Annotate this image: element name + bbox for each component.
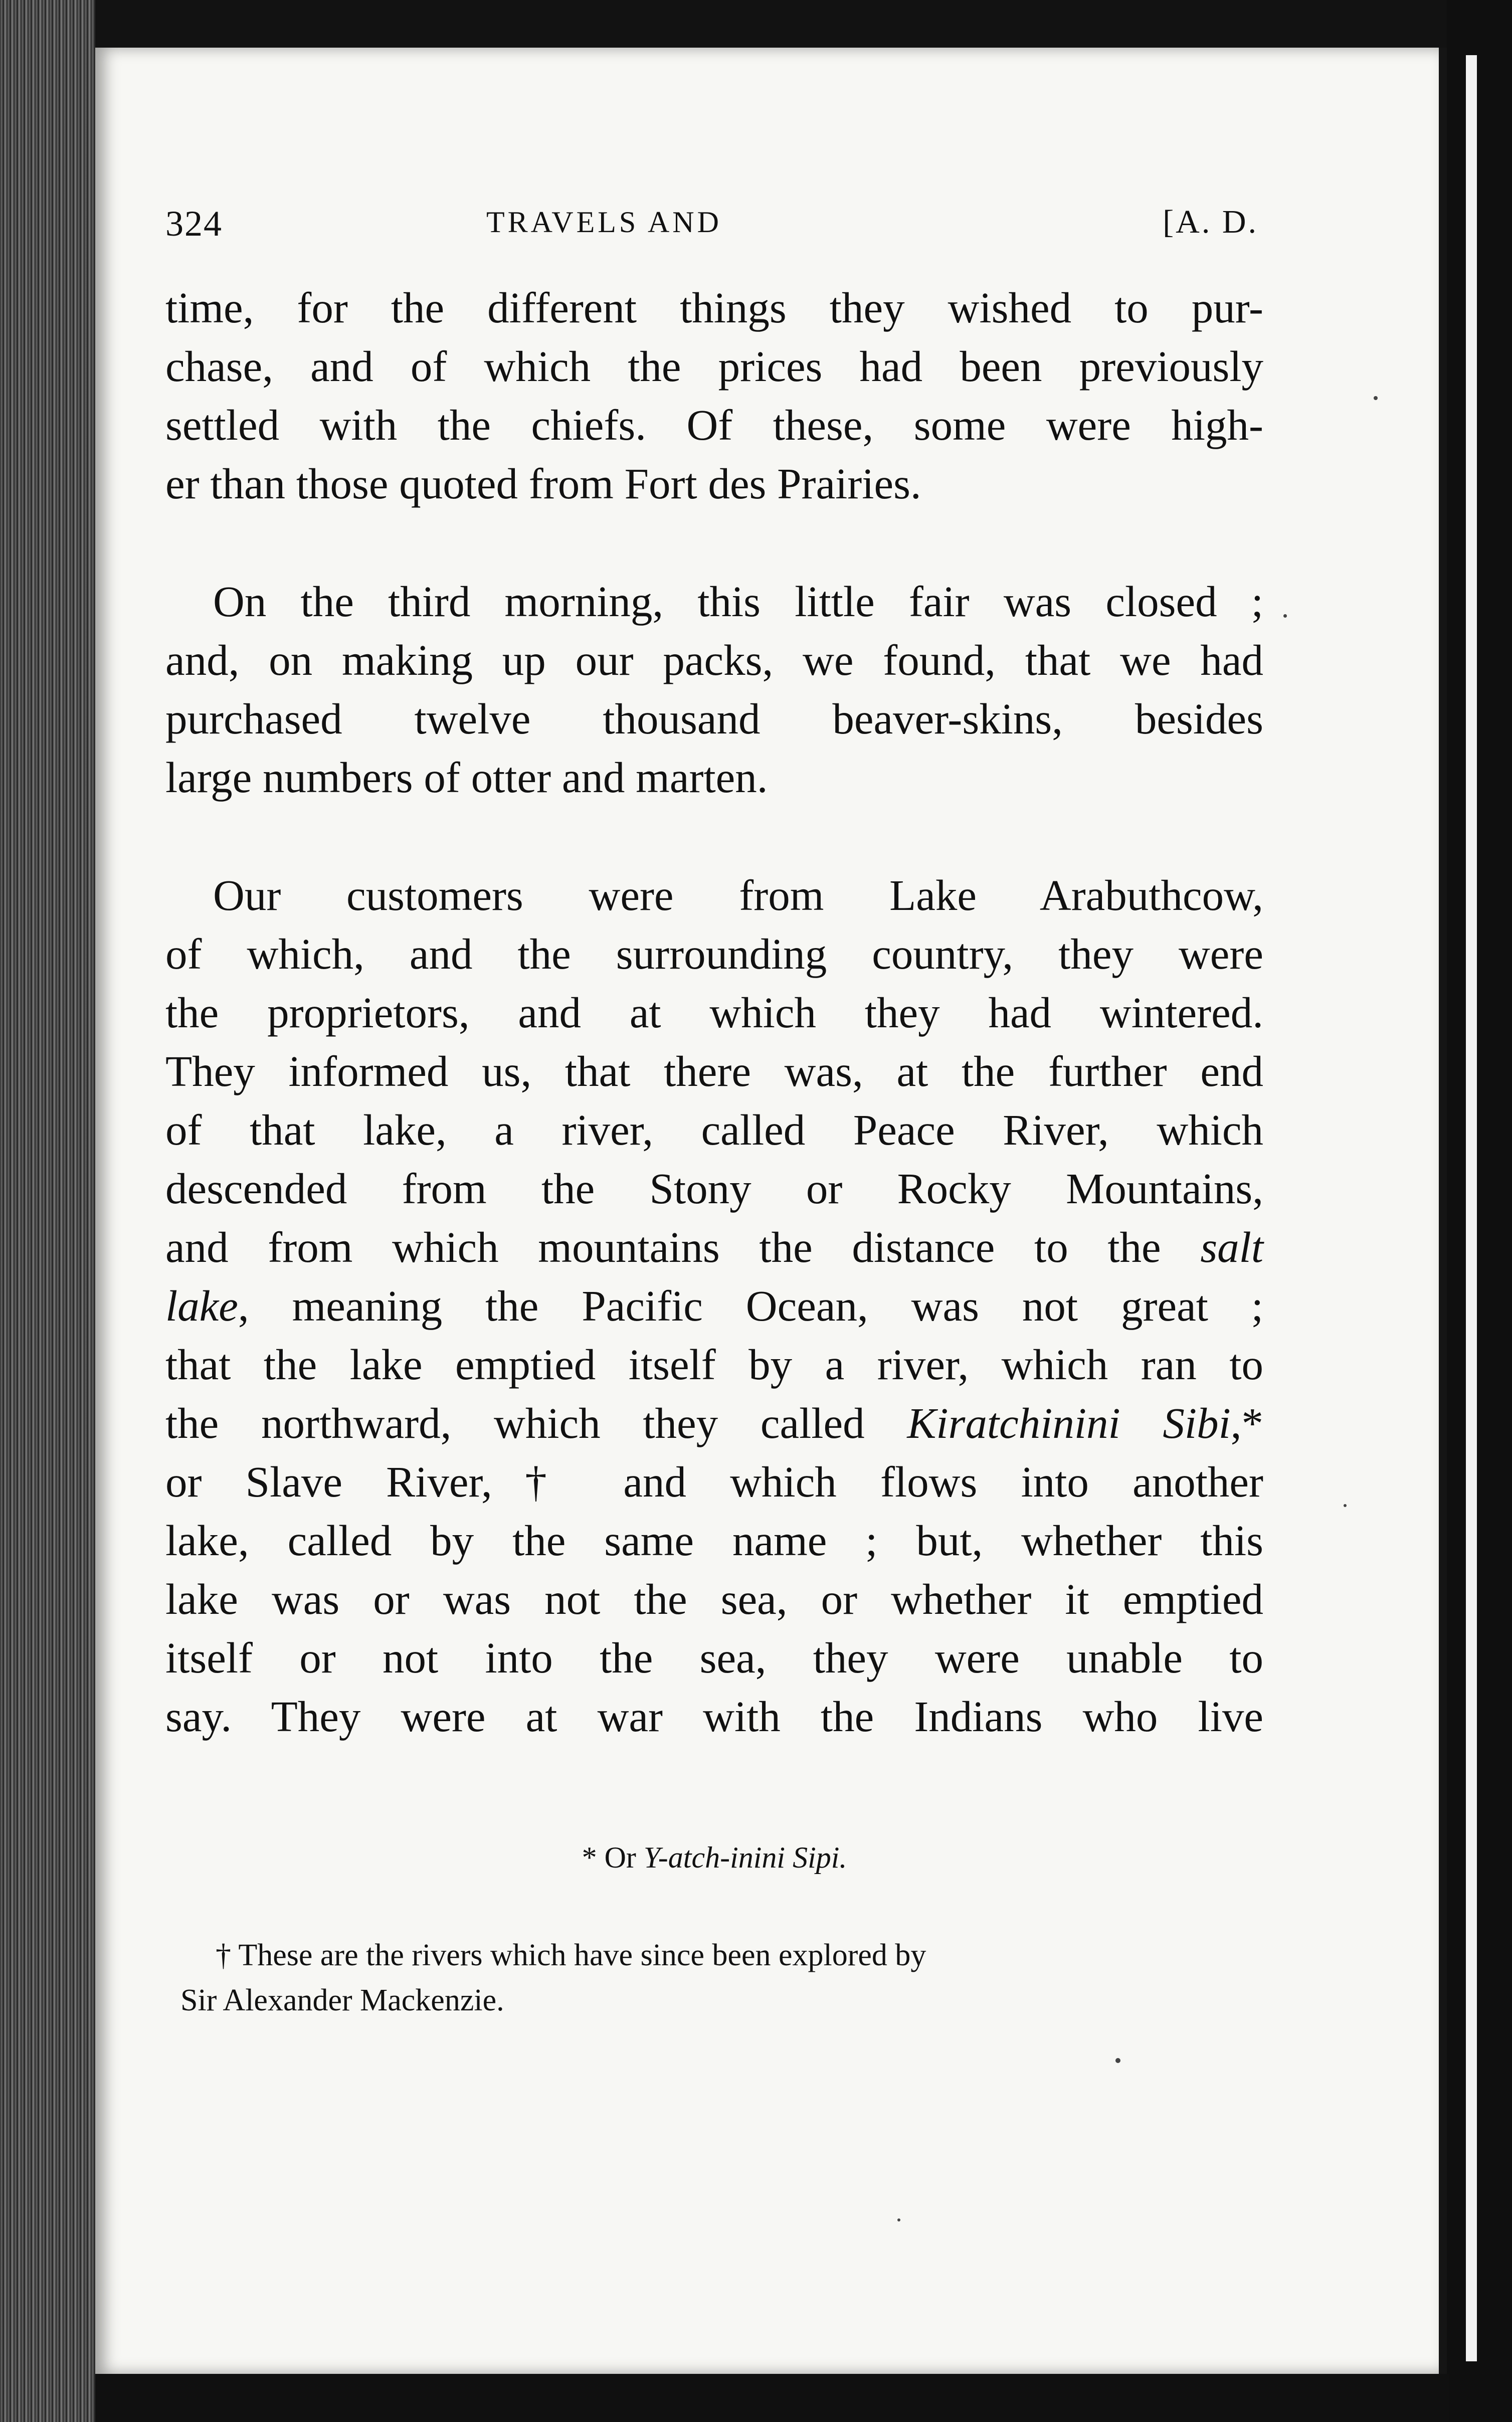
text-line: that the lake emptied itself by a river, which ran to (165, 1340, 1263, 1389)
text-line: chase, and of which the prices had been previously (165, 342, 1263, 391)
text-line: itself or not into the sea, they were unable to (165, 1633, 1263, 1682)
running-date: [A. D. (1163, 204, 1258, 240)
scan-speck (1283, 614, 1287, 618)
text-line: say. They were at war with the Indians who live (165, 1692, 1263, 1741)
footnote-dagger-line: Sir Alexander Mackenzie. (180, 1983, 504, 2017)
text-line: er than those quoted from Fort des Prairies. (165, 459, 921, 508)
scan-right-border (1447, 0, 1512, 2422)
text-line: of that lake, a river, called Peace River, which (165, 1105, 1263, 1154)
running-header (165, 203, 1258, 243)
footnote-dagger-line: † These are the rivers which have since been explored by (216, 1938, 926, 1972)
text-line (165, 1218, 1263, 1276)
paragraph-3 (165, 866, 1263, 1746)
text-line: Our customers were from Lake Arabuthcow, (213, 871, 1263, 919)
text-line (165, 1394, 1263, 1452)
scan-speck (1344, 1504, 1347, 1507)
text-line: of which, and the surrounding country, they were (165, 929, 1263, 978)
text-line: or Slave River,† and which flows into another (165, 1457, 1263, 1506)
scan-bottom-border (95, 2374, 1449, 2422)
running-title: TRAVELS AND (486, 206, 722, 239)
scan-speck (897, 2218, 900, 2221)
page-number: 324 (165, 204, 223, 244)
text-line: time, for the different things they wished to pur- (165, 283, 1263, 332)
text-line: lake was or was not the sea, or whether it emptied (165, 1575, 1263, 1623)
text-line: the proprietors, and at which they had wintered. (165, 988, 1263, 1037)
text-line: settled with the chiefs. Of these, some were high- (165, 401, 1263, 449)
text-segment: the northward, which they called (165, 1399, 865, 1447)
text-line: and, on making up our packs, we found, that we had (165, 636, 1263, 684)
scan-speck (1374, 396, 1378, 400)
book-spine-gutter (0, 0, 95, 2422)
text-line: On the third morning, this little fair was closed ; (213, 577, 1263, 626)
italic-text: salt (1200, 1223, 1264, 1271)
text-segment: and from which mountains the distance to the (165, 1223, 1161, 1271)
footnote-star-italic: Y-atch-inini Sipi. (643, 1841, 847, 1874)
text-line: purchased twelve thousand beaver-skins, besides (165, 694, 1263, 743)
scan-top-border (95, 0, 1449, 48)
next-page-edge (1466, 55, 1477, 2361)
text-line: They informed us, that there was, at the further end (165, 1047, 1263, 1095)
italic-text: lake (165, 1281, 238, 1330)
footnote-star-text: * Or (582, 1841, 636, 1874)
text-segment: , meaning the Pacific Ocean, was not great ; (238, 1281, 1263, 1330)
footnotes (165, 1837, 1263, 2023)
paragraph-1 (165, 278, 1263, 513)
footnote-dagger (165, 1933, 1263, 2023)
paragraph-gap (165, 807, 1263, 866)
text-line: descended from the Stony or Rocky Mountains, (165, 1164, 1263, 1213)
scan-speck (1115, 2058, 1120, 2063)
text-line (165, 1276, 1263, 1335)
paragraph-2 (165, 572, 1263, 807)
italic-text: Kiratchinini Sibi (907, 1399, 1231, 1447)
footnote-star (165, 1837, 1263, 1878)
footnote-ref: ,* (1230, 1399, 1264, 1447)
text-line: large numbers of otter and marten. (165, 753, 768, 802)
body-text (165, 278, 1263, 1746)
text-line: lake, called by the same name ; but, whether this (165, 1516, 1263, 1565)
paragraph-gap (165, 513, 1263, 572)
